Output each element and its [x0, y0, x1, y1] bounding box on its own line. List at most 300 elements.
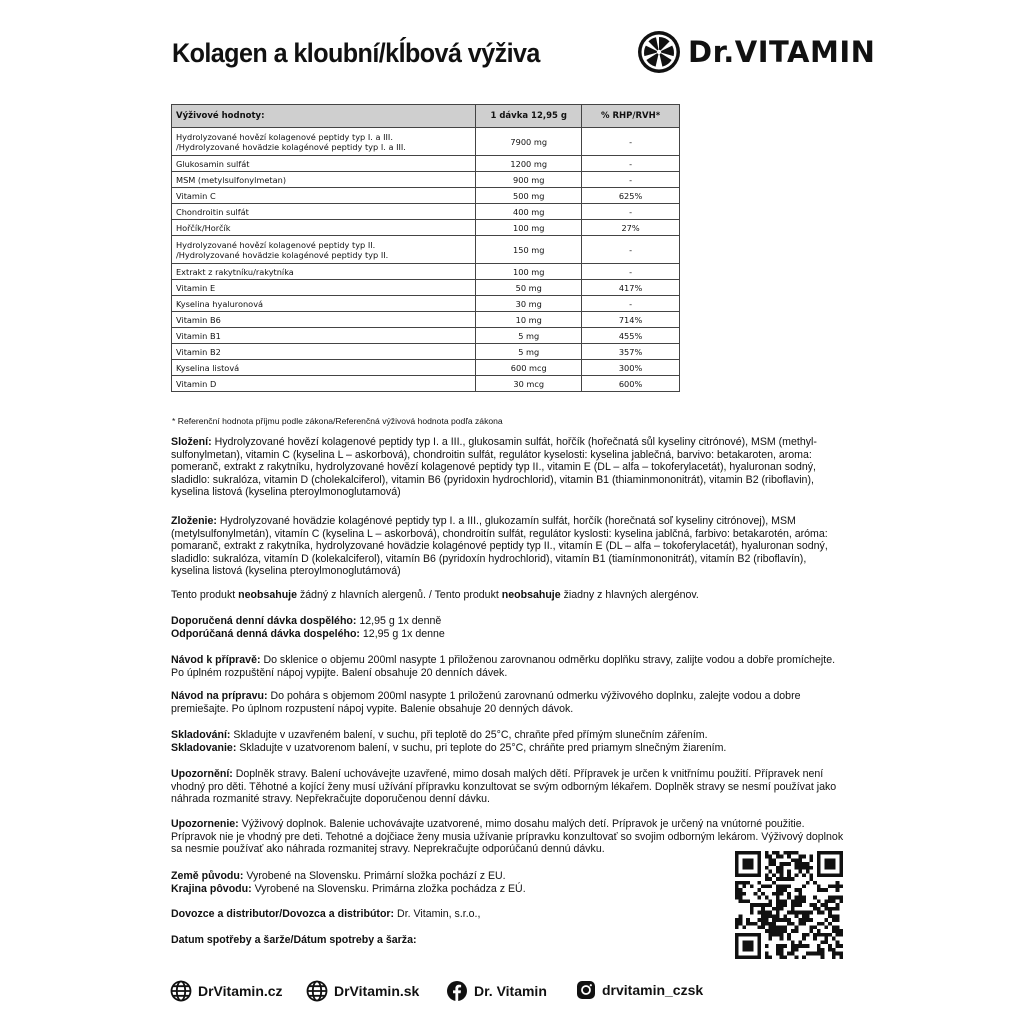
qr-module [798, 855, 802, 859]
qr-module [839, 862, 843, 866]
qr-module [750, 851, 754, 855]
qr-module [769, 877, 773, 881]
qr-module [765, 952, 769, 956]
qr-module [824, 862, 828, 866]
qr-module [836, 933, 840, 937]
qr-module [772, 881, 776, 885]
qr-module [839, 952, 843, 956]
qr-module [780, 877, 784, 881]
qr-module [821, 940, 825, 944]
qr-module [836, 873, 840, 877]
qr-module [735, 955, 739, 959]
col-header-rhp: % RHP/RVH* [582, 105, 680, 128]
qr-module [817, 922, 821, 926]
qr-module [765, 922, 769, 926]
qr-module [772, 907, 776, 911]
qr-module [746, 940, 750, 944]
qr-module [824, 940, 828, 944]
qr-module [813, 896, 817, 900]
nutrient-rhp: 455% [582, 328, 680, 344]
qr-module [772, 925, 776, 929]
qr-module [809, 952, 813, 956]
qr-module [750, 955, 754, 959]
qr-module [783, 925, 787, 929]
qr-module [746, 955, 750, 959]
qr-module [746, 851, 750, 855]
facebook-icon [446, 980, 468, 1002]
qr-module [813, 881, 817, 885]
qr-module [735, 862, 739, 866]
qr-module [791, 903, 795, 907]
qr-module [750, 911, 754, 915]
nutrient-name-line: Extrakt z rakytníku/rakytníka [176, 266, 294, 277]
page-title: Kolagen a kloubní/kĺbová výživa [172, 38, 540, 68]
nutrient-name-line: Chondroitin sulfát [176, 206, 249, 217]
nutrient-rhp: 600% [582, 376, 680, 392]
qr-module [791, 907, 795, 911]
qr-module [787, 873, 791, 877]
qr-module [783, 918, 787, 922]
allergen-text-1: Tento produkt [171, 589, 239, 601]
qr-module [787, 851, 791, 855]
qr-module [795, 944, 799, 948]
table-row [172, 296, 680, 312]
qr-module [746, 948, 750, 952]
qr-module [798, 903, 802, 907]
nutrient-name [172, 280, 476, 296]
instagram-icon [576, 980, 596, 1000]
warning-cz-text: Doplněk stravy. Balení uchovávejte uzavřené, mimo dosah malých dětí. Přípravek je určen k vnitřnímu použití. Přípravek není vhodný pro děti. Těhotné a kojící ženy musí užívání přípravku konzultovat se svým odborným lékařem. Doplněk stravy se nesmí používat jako náhrada rozmanité stravy. Nepřekračujte doporučenou denní dávku. [171, 768, 837, 806]
nutrient-amount: 5 mg [476, 344, 582, 360]
table-row [172, 236, 680, 264]
nutrient-amount: 1200 mg [476, 156, 582, 172]
qr-module [802, 922, 806, 926]
qr-module [791, 858, 795, 862]
recommended-dose [171, 615, 847, 640]
qr-module [836, 907, 840, 911]
qr-module [742, 948, 746, 952]
qr-module [769, 855, 773, 859]
nutrient-name [172, 220, 476, 236]
qr-module [817, 929, 821, 933]
qr-module [772, 929, 776, 933]
qr-module [832, 907, 836, 911]
qr-module [735, 858, 739, 862]
qr-module [757, 940, 761, 944]
qr-module [828, 873, 832, 877]
qr-module [772, 851, 776, 855]
qr-module [832, 866, 836, 870]
qr-module [750, 885, 754, 889]
qr-module [821, 851, 825, 855]
qr-module [809, 858, 813, 862]
qr-module [824, 873, 828, 877]
dose-cz-label: Doporučená denní dávka dospělého: [171, 615, 357, 627]
qr-module [839, 855, 843, 859]
qr-module [776, 851, 780, 855]
footer-link-cz[interactable] [170, 980, 283, 1002]
qr-module [769, 922, 773, 926]
footer [170, 980, 730, 1004]
qr-module [780, 925, 784, 929]
qr-module [746, 933, 750, 937]
footer-link-sk[interactable] [306, 980, 419, 1002]
qr-module [780, 903, 784, 907]
nutrient-name-line: MSM (metylsulfonylmetan) [176, 174, 287, 185]
qr-module [769, 911, 773, 915]
preparation-sk-label: Návod na prípravu: [171, 690, 268, 702]
qr-module [824, 933, 828, 937]
qr-module [783, 914, 787, 918]
qr-module [795, 862, 799, 866]
qr-module [817, 873, 821, 877]
qr-module [839, 873, 843, 877]
qr-module [832, 851, 836, 855]
footer-web-cz-label: DrVitamin.cz [198, 983, 283, 999]
qr-module [735, 922, 739, 926]
qr-module [798, 888, 802, 892]
qr-module [806, 952, 810, 956]
qr-module [776, 896, 780, 900]
qr-module [817, 870, 821, 874]
qr-module [795, 873, 799, 877]
qr-module [817, 888, 821, 892]
qr-module [817, 907, 821, 911]
qr-module [769, 925, 773, 929]
origin-cz-label: Země původu: [171, 870, 244, 882]
composition-sk-text: Hydrolyzované hovädzie kolagénové peptidy typ I. a III., glukozamín sulfát, horčík (horečnatá soľ kyseliny citrónovej), MSM (metylsulfonylmetán), vitamín C (kyselina L – askorbová), chondroitín sulfát, regulátor kyslosti: kyselina jablčná, farbivo: betakarotén, aróma: pomaranč, extrakt z rakytníka, hydrolyzované hovädzie kolagénové peptidy typ II., vitamín E (DL – alfa – tokoferylacetát), hyaluronan sodný, sladidlo: sukralóza, vitamín D (kolekalciferol), vitamín B6 (pyridoxín hydrochlorid), vitamín B1 (tiamínmononitrát), vitamín B2 (riboflavín), kyselina listová (kyselina pteroylmonoglutámová) [171, 515, 828, 578]
footer-instagram[interactable] [576, 980, 703, 1000]
qr-module [824, 899, 828, 903]
qr-module [739, 922, 743, 926]
nutrient-name-line: Vitamin B2 [176, 346, 221, 357]
table-row [172, 204, 680, 220]
qr-module [735, 918, 739, 922]
qr-module [824, 937, 828, 941]
nutrient-amount: 900 mg [476, 172, 582, 188]
qr-module [783, 903, 787, 907]
preparation-cz-text: Do sklenice o objemu 200ml nasypte 1 přiloženou zarovnanou odměrku doplňku stravy, zalijte vodou a dobře promíchejte. Po úplném rozpuštění nápoj vypijte. Balení obsahuje 20 denních dávek. [171, 654, 836, 679]
nutrient-name-line: Hydrolyzované hovězí kolagenové peptidy typ I. a III. [176, 131, 393, 142]
qr-module [795, 866, 799, 870]
qr-module [772, 873, 776, 877]
qr-module [809, 873, 813, 877]
qr-module [802, 896, 806, 900]
qr-module [821, 903, 825, 907]
qr-module [795, 955, 799, 959]
qr-module [765, 851, 769, 855]
origin-cz [171, 870, 711, 883]
brand-logo [636, 27, 875, 77]
nutrient-name-line: Kyselina listová [176, 362, 240, 373]
qr-module [809, 918, 813, 922]
qr-module [795, 925, 799, 929]
qr-module [791, 899, 795, 903]
qr-module [739, 873, 743, 877]
qr-module [742, 881, 746, 885]
storage-sk-text: Skladujte v uzatvorenom balení, v suchu, pri teplote do 25°C, chráňte pred priamym slnečným žiarením. [236, 741, 727, 754]
qr-module [787, 937, 791, 941]
distributor [171, 908, 711, 921]
qr-module [809, 866, 813, 870]
qr-module [787, 892, 791, 896]
qr-module [836, 881, 840, 885]
nutrient-rhp: 27% [582, 220, 680, 236]
table-row [172, 156, 680, 172]
qr-module [828, 911, 832, 915]
qr-module [798, 940, 802, 944]
nutrient-name-line: Vitamin D [176, 378, 217, 389]
qr-module [776, 855, 780, 859]
qr-module [772, 933, 776, 937]
qr-module [742, 933, 746, 937]
nutrient-name [172, 204, 476, 220]
qr-module [780, 955, 784, 959]
qr-module [772, 862, 776, 866]
nutrient-rhp: 300% [582, 360, 680, 376]
qr-module [776, 925, 780, 929]
qr-module [806, 870, 810, 874]
qr-module [836, 914, 840, 918]
qr-module [802, 862, 806, 866]
qr-module [836, 925, 840, 929]
qr-module [769, 937, 773, 941]
allergen-text-2: žádný z hlavních alergenů. / Tento produkt [297, 589, 502, 601]
qr-module [813, 937, 817, 941]
qr-module [791, 940, 795, 944]
qr-module [757, 873, 761, 877]
globe-icon [306, 980, 328, 1002]
nutrient-name-line: Kyselina hyaluronová [176, 298, 264, 309]
qr-module [746, 922, 750, 926]
qr-module [787, 952, 791, 956]
qr-module [772, 914, 776, 918]
qr-module [783, 851, 787, 855]
qr-module [783, 877, 787, 881]
qr-module [735, 925, 739, 929]
table-row [172, 376, 680, 392]
qr-module [761, 907, 765, 911]
qr-module [806, 933, 810, 937]
qr-code[interactable] [735, 851, 843, 959]
nutrient-rhp: - [582, 204, 680, 220]
qr-module [742, 944, 746, 948]
qr-module [780, 918, 784, 922]
qr-module [802, 873, 806, 877]
nutrient-name [172, 128, 476, 156]
qr-module [754, 955, 758, 959]
nutrient-rhp: 357% [582, 344, 680, 360]
qr-module [735, 892, 739, 896]
qr-module [817, 866, 821, 870]
qr-module [750, 940, 754, 944]
composition-sk [171, 515, 847, 578]
qr-module [839, 870, 843, 874]
qr-module [832, 955, 836, 959]
composition-cz-text: Hydrolyzované hovězí kolagenové peptidy typ I. a III., glukosamin sulfát, hořčík (hořečnatá sůl kyseliny citrónové), MSM (methyl-sulfonylmetan), vitamin C (kyselina L – askorbová), chondroitin sulfát, regulátor kyselosti: kyselina jablečná, barvivo: betakaroten, aroma: pomeranč, extrakt z rakytníku, hydrolyzované hovězí kolagenové peptidy typ II., vitamin E (DL – alfa – tokoferylacetát), hyaluronan sodný, sladidlo: sukralóza, vitamin D (cholekalciferol), vitamin B6 (pyridoxin hydrochlorid), vitamin B1 (thiaminmononitrát), vitamin B2 (riboflavin), kyselina listová (kyselina pteroylmonoglutamová) [171, 436, 817, 499]
qr-module [832, 925, 836, 929]
qr-module [836, 851, 840, 855]
nutrient-rhp: - [582, 236, 680, 264]
qr-module [757, 933, 761, 937]
qr-module [739, 955, 743, 959]
qr-module [802, 918, 806, 922]
nutrient-rhp: - [582, 128, 680, 156]
nutrient-amount: 150 mg [476, 236, 582, 264]
qr-module [824, 866, 828, 870]
globe-icon [170, 980, 192, 1002]
table-row [172, 328, 680, 344]
qr-module [765, 873, 769, 877]
qr-module [780, 892, 784, 896]
expiry-label: Datum spotřeby a šarže/Dátum spotreby a šarža: [171, 934, 417, 946]
qr-module [802, 855, 806, 859]
qr-module [765, 866, 769, 870]
qr-module [809, 911, 813, 915]
preparation-sk [171, 690, 847, 715]
qr-module [806, 914, 810, 918]
qr-module [817, 911, 821, 915]
qr-module [839, 851, 843, 855]
nutrient-rhp: - [582, 264, 680, 280]
qr-module [746, 873, 750, 877]
qr-module [765, 896, 769, 900]
col-header-dose: 1 dávka 12,95 g [476, 105, 582, 128]
qr-module [817, 855, 821, 859]
qr-module [757, 870, 761, 874]
nutrient-amount: 5 mg [476, 328, 582, 344]
qr-module [750, 907, 754, 911]
nutrient-amount: 100 mg [476, 264, 582, 280]
qr-module [817, 862, 821, 866]
qr-module [735, 937, 739, 941]
qr-module [836, 888, 840, 892]
qr-module [750, 873, 754, 877]
qr-module [783, 888, 787, 892]
qr-module [824, 918, 828, 922]
qr-module [839, 896, 843, 900]
qr-module [802, 933, 806, 937]
qr-module [772, 892, 776, 896]
qr-module [765, 929, 769, 933]
qr-module [750, 903, 754, 907]
qr-module [735, 881, 739, 885]
qr-module [769, 885, 773, 889]
qr-module [806, 866, 810, 870]
nutrient-amount: 10 mg [476, 312, 582, 328]
qr-module [776, 948, 780, 952]
qr-module [742, 851, 746, 855]
qr-module [765, 955, 769, 959]
qr-module [836, 944, 840, 948]
nutrient-rhp: - [582, 156, 680, 172]
qr-module [795, 858, 799, 862]
preparation-sk-text: Do pohára s objemom 200ml nasypte 1 priloženú zarovnanú odmerku výživového doplnku, zalejte vodou a dobre premiešajte. Po úplnom rozpustení nápoj vypite. Balenie obsahuje 20 denných dávok. [171, 690, 801, 715]
qr-module [824, 888, 828, 892]
qr-module [783, 899, 787, 903]
qr-module [787, 862, 791, 866]
qr-module [809, 903, 813, 907]
qr-module [783, 944, 787, 948]
warning-cz-label: Upozornění: [171, 768, 233, 780]
nutrient-amount: 500 mg [476, 188, 582, 204]
storage-cz-text: Skladujte v uzavřeném balení, v suchu, při teplotě do 25°C, chraňte před přímým slunečním zářením. [230, 729, 708, 741]
qr-module [780, 866, 784, 870]
qr-module [776, 903, 780, 907]
dose-sk-text: 12,95 g 1x denne [359, 627, 445, 640]
qr-module [746, 899, 750, 903]
qr-module [776, 877, 780, 881]
qr-module [806, 881, 810, 885]
qr-module [757, 851, 761, 855]
nutrient-rhp: - [582, 296, 680, 312]
qr-module [832, 899, 836, 903]
qr-module [828, 914, 832, 918]
qr-module [757, 888, 761, 892]
qr-module [839, 885, 843, 889]
qr-module [828, 866, 832, 870]
nutrient-name-line: Hořčík/Horčík [176, 222, 231, 233]
qr-module [776, 866, 780, 870]
qr-module [761, 885, 765, 889]
qr-module [742, 858, 746, 862]
qr-module [828, 862, 832, 866]
nutrient-amount: 30 mcg [476, 376, 582, 392]
qr-module [791, 948, 795, 952]
qr-module [809, 877, 813, 881]
qr-module [787, 877, 791, 881]
qr-module [824, 907, 828, 911]
nutrition-table [171, 104, 680, 392]
footer-facebook[interactable] [446, 980, 547, 1002]
nutrient-name-line: /Hydrolyzované hovädzie kolagénové peptidy typ II. [176, 249, 389, 260]
qr-module [795, 903, 799, 907]
qr-module [821, 933, 825, 937]
dose-cz-text: 12,95 g 1x denně [356, 615, 442, 627]
nutrient-name [172, 360, 476, 376]
qr-module [735, 888, 739, 892]
qr-module [776, 933, 780, 937]
qr-module [757, 903, 761, 907]
qr-module [746, 862, 750, 866]
qr-module [828, 899, 832, 903]
qr-module [832, 914, 836, 918]
nutrient-rhp: 417% [582, 280, 680, 296]
allergen-info [171, 589, 847, 602]
qr-module [765, 855, 769, 859]
qr-module [783, 929, 787, 933]
qr-module [769, 858, 773, 862]
qr-module [754, 903, 758, 907]
qr-module [735, 896, 739, 900]
qr-module [769, 903, 773, 907]
composition-cz [171, 436, 847, 499]
qr-module [806, 918, 810, 922]
qr-module [824, 851, 828, 855]
footer-web-sk-label: DrVitamin.sk [334, 983, 420, 999]
qr-module [746, 881, 750, 885]
qr-module [802, 937, 806, 941]
qr-module [832, 885, 836, 889]
qr-module [832, 937, 836, 941]
origin-cz-text: Vyrobené na Slovensku. Primární složka pochází z EU. [243, 870, 506, 882]
qr-module [765, 914, 769, 918]
qr-module [757, 948, 761, 952]
qr-module [780, 870, 784, 874]
storage-cz [171, 729, 847, 742]
qr-module [791, 929, 795, 933]
qr-module [809, 929, 813, 933]
